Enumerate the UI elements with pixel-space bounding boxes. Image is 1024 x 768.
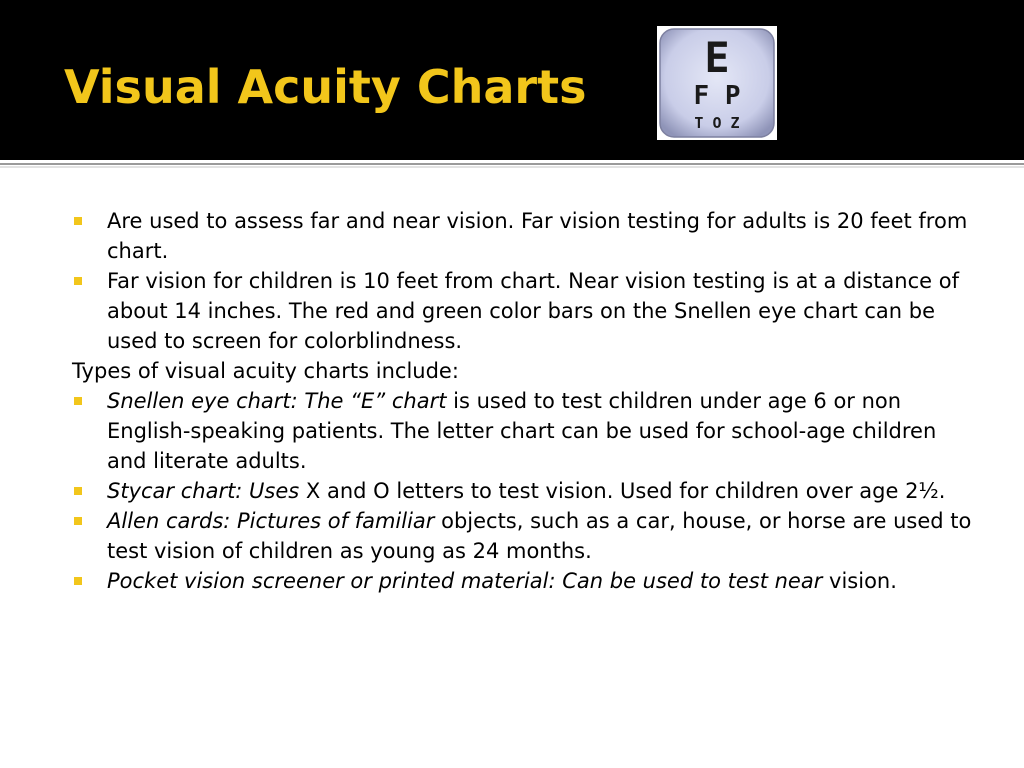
bullet-text: objects, such as a car, house, or horse are used to test vision of children as young as 24 months. (107, 509, 972, 563)
snellen-eye-chart-icon (657, 26, 777, 140)
bullet-item (72, 266, 972, 356)
bullet-item (72, 206, 972, 266)
bullet-square-icon (74, 397, 82, 405)
header-divider (0, 163, 1024, 165)
bullet-italic-lead: Allen cards: Pictures of familiar (107, 509, 435, 533)
bullet-square-icon (74, 577, 82, 585)
bullet-item (72, 386, 972, 476)
header-divider-shadow (0, 166, 1024, 168)
title-bar (0, 0, 1024, 160)
slide-body (72, 206, 972, 596)
logo-row-1: E (704, 33, 730, 82)
bullet-text: Are used to assess far and near vision. Far vision testing for adults is 20 feet from chart. (107, 209, 968, 263)
bullet-text: is used to test children under age 6 or non English-speaking patients. The letter chart can be used for school-age children and literate adults. (107, 389, 937, 473)
slide-title: Visual Acuity Charts (64, 60, 587, 114)
bullet-item (72, 566, 972, 596)
bullet-text: vision. (822, 569, 897, 593)
bullet-square-icon (74, 277, 82, 285)
bullet-italic-lead: Snellen eye chart: The “E” chart (107, 389, 447, 413)
logo-row-2: F P (693, 81, 741, 111)
bullet-square-icon (74, 517, 82, 525)
bullet-square-icon (74, 217, 82, 225)
logo-row-3: T O Z (694, 114, 740, 132)
bullet-italic-lead: Pocket vision screener or printed material: Can be used to test near (107, 569, 823, 593)
bullet-item (72, 506, 972, 566)
bullet-text: Far vision for children is 10 feet from chart. Near vision testing is at a distance of about 14 inches. The red and green color bars on the Snellen eye chart can be used to screen for colorblindness. (107, 269, 959, 353)
section-intro: Types of visual acuity charts include: (72, 359, 459, 383)
bullet-square-icon (74, 487, 82, 495)
bullet-text: X and O letters to test vision. Used for children over age 2½. (299, 479, 946, 503)
bullet-item (72, 476, 972, 506)
bullet-italic-lead: Stycar chart: Uses (107, 479, 300, 503)
